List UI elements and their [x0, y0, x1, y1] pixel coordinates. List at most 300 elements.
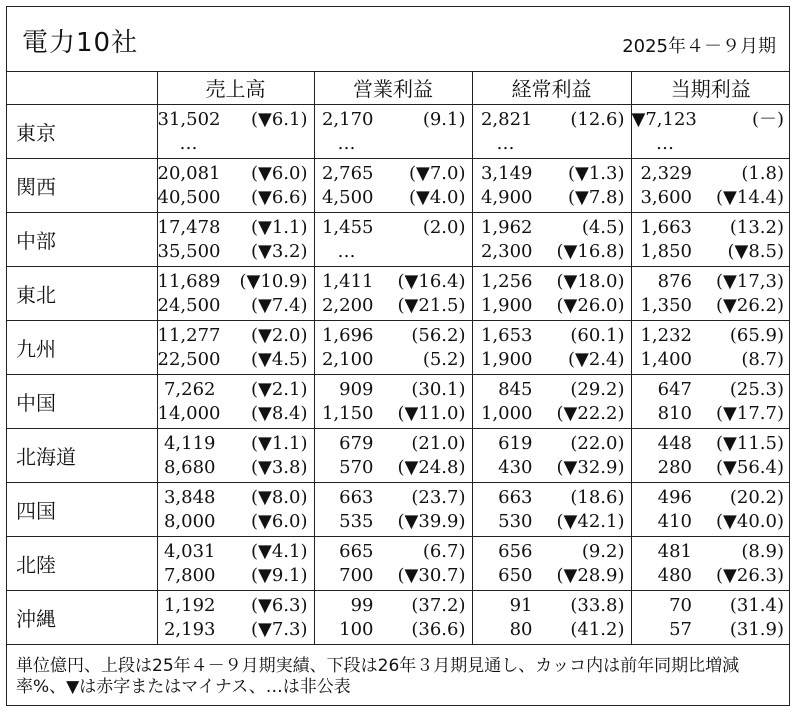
forecast-rate: (31.9)	[729, 618, 784, 640]
actual-value: 1,256	[480, 270, 533, 292]
actual-value: 31,502	[157, 108, 221, 130]
actual-value: 1,411	[321, 270, 374, 292]
forecast-line	[315, 402, 472, 426]
forecast-line	[473, 618, 631, 642]
actual-rate: (30.1)	[411, 378, 466, 400]
table-cell	[314, 321, 472, 375]
forecast-line	[473, 132, 631, 156]
table-cell	[157, 321, 314, 375]
table-cell	[314, 375, 472, 429]
actual-rate: (2.0)	[422, 216, 466, 238]
table-cell	[631, 321, 790, 375]
actual-value: 679	[339, 432, 374, 454]
actual-line	[632, 378, 791, 402]
actual-rate: (▼4.1)	[250, 540, 308, 562]
forecast-rate: (▼14.4)	[716, 186, 784, 208]
actual-line	[473, 162, 631, 186]
table-cell	[472, 429, 631, 483]
title-row	[6, 6, 790, 72]
actual-rate: (6.7)	[422, 540, 466, 562]
forecast-rate: (▼7.3)	[250, 618, 308, 640]
actual-line	[473, 270, 631, 294]
table-cell	[157, 159, 314, 213]
forecast-rate: (▼17.7)	[716, 402, 784, 424]
forecast-line	[473, 294, 631, 318]
actual-value: ▼7,123	[631, 108, 697, 130]
forecast-value: 480	[657, 564, 692, 586]
forecast-rate: (▼21.5)	[397, 294, 466, 316]
table-cell	[631, 591, 790, 645]
actual-value: 909	[339, 378, 374, 400]
actual-line	[315, 432, 472, 456]
forecast-value: 1,900	[480, 294, 533, 316]
forecast-line	[632, 402, 791, 426]
actual-line	[473, 486, 631, 510]
forecast-line	[632, 618, 791, 642]
actual-line	[315, 270, 472, 294]
forecast-line	[473, 402, 631, 426]
actual-line	[473, 324, 631, 348]
table-cell	[314, 105, 472, 159]
actual-value: 663	[339, 486, 374, 508]
forecast-value: 57	[669, 618, 692, 640]
actual-rate: (▼10.9)	[239, 270, 308, 292]
company-name: 沖縄	[6, 591, 157, 645]
actual-value: 656	[498, 540, 533, 562]
forecast-rate: (▼11.0)	[397, 402, 466, 424]
actual-rate: (▼18.0)	[556, 270, 625, 292]
table-cell	[314, 267, 472, 321]
forecast-line	[158, 510, 314, 534]
actual-value: 481	[657, 540, 692, 562]
forecast-value: 535	[339, 510, 374, 532]
table-cell	[472, 213, 631, 267]
forecast-line	[473, 348, 631, 372]
table-cell	[631, 159, 790, 213]
table-cell	[314, 159, 472, 213]
actual-rate: (37.2)	[411, 594, 466, 616]
forecast-rate: (▼26.3)	[716, 564, 784, 586]
forecast-value: 8,680	[163, 456, 216, 478]
actual-rate: (23.7)	[411, 486, 466, 508]
table-cell	[472, 375, 631, 429]
forecast-value: 700	[339, 564, 374, 586]
table-row	[6, 429, 790, 483]
actual-line	[473, 432, 631, 456]
actual-line	[315, 594, 472, 618]
actual-line	[158, 270, 314, 294]
actual-rate: (33.8)	[570, 594, 625, 616]
table-row	[6, 591, 790, 645]
forecast-line	[473, 186, 631, 210]
actual-rate: (▼1.3)	[567, 162, 625, 184]
company-name: 東京	[6, 105, 157, 159]
actual-line	[158, 594, 314, 618]
actual-value: 20,081	[157, 162, 221, 184]
forecast-line	[632, 348, 791, 372]
table-cell	[314, 591, 472, 645]
table-cell	[472, 591, 631, 645]
actual-rate: (31.4)	[729, 594, 784, 616]
forecast-value: …	[337, 240, 356, 262]
actual-rate: (13.2)	[729, 216, 784, 238]
forecast-line	[315, 240, 472, 264]
forecast-rate: (▼40.0)	[716, 510, 784, 532]
forecast-value: 4,900	[480, 186, 533, 208]
forecast-rate: (41.2)	[570, 618, 625, 640]
forecast-value: 3,600	[640, 186, 692, 208]
table-cell	[157, 267, 314, 321]
forecast-value: 430	[498, 456, 533, 478]
table-row	[6, 159, 790, 213]
forecast-rate: (▼28.9)	[556, 564, 625, 586]
forecast-value: 570	[339, 456, 374, 478]
forecast-line	[473, 456, 631, 480]
table-cell	[157, 105, 314, 159]
actual-line	[315, 324, 472, 348]
forecast-line	[632, 240, 791, 264]
forecast-line	[632, 294, 791, 318]
actual-rate: (29.2)	[570, 378, 625, 400]
forecast-line	[632, 456, 791, 480]
forecast-value: …	[179, 132, 198, 154]
actual-value: 7,262	[163, 378, 216, 400]
actual-value: 665	[339, 540, 374, 562]
table-cell	[631, 537, 790, 591]
table-row	[6, 483, 790, 537]
forecast-value: 810	[657, 402, 692, 424]
forecast-rate: (▼4.5)	[250, 348, 308, 370]
forecast-rate: (▼6.0)	[250, 510, 308, 532]
actual-rate: (▼2.1)	[250, 378, 308, 400]
company-name: 四国	[6, 483, 157, 537]
forecast-rate: (36.6)	[411, 618, 466, 640]
forecast-line	[315, 564, 472, 588]
table-cell	[157, 429, 314, 483]
forecast-value: 35,500	[157, 240, 221, 262]
table-cell	[631, 105, 790, 159]
forecast-line	[473, 564, 631, 588]
actual-line	[632, 270, 791, 294]
actual-value: 1,232	[640, 324, 692, 346]
actual-line	[158, 540, 314, 564]
actual-rate: (56.2)	[411, 324, 466, 346]
actual-rate: (－)	[751, 108, 784, 130]
actual-rate: (18.6)	[570, 486, 625, 508]
forecast-line	[158, 618, 314, 642]
actual-line	[158, 432, 314, 456]
forecast-value: …	[337, 132, 356, 154]
table-cell	[157, 537, 314, 591]
forecast-value: 7,800	[163, 564, 216, 586]
forecast-line	[158, 240, 314, 264]
actual-value: 3,149	[480, 162, 533, 184]
forecast-value: 1,150	[321, 402, 374, 424]
actual-value: 1,455	[321, 216, 374, 238]
actual-rate: (▼1.1)	[250, 216, 308, 238]
actual-rate: (▼6.1)	[250, 108, 308, 130]
table-cell	[472, 483, 631, 537]
actual-value: 2,170	[321, 108, 374, 130]
actual-line	[158, 216, 314, 240]
table-row	[6, 267, 790, 321]
forecast-rate: (5.2)	[422, 348, 466, 370]
actual-value: 663	[498, 486, 533, 508]
company-name: 北海道	[6, 429, 157, 483]
forecast-rate: (▼9.1)	[250, 564, 308, 586]
forecast-value: 530	[498, 510, 533, 532]
actual-value: 647	[657, 378, 692, 400]
forecast-value: 1,900	[480, 348, 533, 370]
table-cell	[157, 213, 314, 267]
forecast-value: 24,500	[157, 294, 221, 316]
forecast-value: 410	[657, 510, 692, 532]
forecast-value: 1,000	[480, 402, 533, 424]
company-name: 関西	[6, 159, 157, 213]
forecast-line	[315, 186, 472, 210]
actual-value: 2,765	[321, 162, 374, 184]
table-row	[6, 321, 790, 375]
forecast-value: 1,850	[640, 240, 692, 262]
actual-line	[473, 540, 631, 564]
actual-line	[473, 378, 631, 402]
forecast-line	[158, 402, 314, 426]
actual-line	[632, 594, 791, 618]
forecast-rate: (8.7)	[741, 348, 784, 370]
actual-value: 70	[669, 594, 692, 616]
table-body	[6, 105, 790, 645]
actual-rate: (▼11.5)	[716, 432, 784, 454]
table-cell	[472, 321, 631, 375]
forecast-rate: (▼26.0)	[556, 294, 625, 316]
table-cell	[314, 429, 472, 483]
forecast-rate: (▼4.0)	[408, 186, 466, 208]
company-name: 中国	[6, 375, 157, 429]
actual-rate: (60.1)	[570, 324, 625, 346]
forecast-rate: (▼16.8)	[556, 240, 625, 262]
forecast-rate: (▼3.8)	[250, 456, 308, 478]
forecast-value: 80	[509, 618, 533, 640]
actual-rate: (1.8)	[741, 162, 784, 184]
forecast-line	[632, 132, 791, 156]
forecast-value: 14,000	[157, 402, 221, 424]
actual-line	[315, 486, 472, 510]
actual-rate: (▼8.0)	[250, 486, 308, 508]
table-cell	[472, 105, 631, 159]
header-corner	[6, 71, 157, 105]
table-row	[6, 213, 790, 267]
company-name: 九州	[6, 321, 157, 375]
forecast-value: 2,100	[321, 348, 374, 370]
actual-rate: (▼17,3)	[716, 270, 784, 292]
actual-line	[315, 540, 472, 564]
table-cell	[314, 213, 472, 267]
forecast-value: …	[656, 132, 674, 154]
forecast-line	[315, 456, 472, 480]
actual-rate: (8.9)	[741, 540, 784, 562]
actual-rate: (▼16.4)	[397, 270, 466, 292]
forecast-line	[158, 186, 314, 210]
forecast-rate: (▼7.8)	[567, 186, 625, 208]
actual-rate: (▼1.1)	[250, 432, 308, 454]
actual-line	[158, 486, 314, 510]
forecast-rate: (▼56.4)	[716, 456, 784, 478]
actual-rate: (▼6.0)	[250, 162, 308, 184]
actual-rate: (9.1)	[422, 108, 466, 130]
actual-value: 2,329	[640, 162, 692, 184]
column-header: 売上高	[157, 71, 314, 105]
forecast-line	[158, 348, 314, 372]
forecast-value: 1,350	[640, 294, 692, 316]
table-row	[6, 105, 790, 159]
actual-line	[158, 108, 314, 132]
forecast-value: 8,000	[163, 510, 216, 532]
actual-rate: (65.9)	[729, 324, 784, 346]
actual-value: 845	[498, 378, 533, 400]
table-cell	[472, 159, 631, 213]
actual-line	[632, 162, 791, 186]
actual-line	[315, 378, 472, 402]
forecast-value: 650	[498, 564, 533, 586]
table-cell	[631, 483, 790, 537]
actual-value: 4,119	[163, 432, 216, 454]
actual-rate: (4.5)	[581, 216, 625, 238]
earnings-table	[6, 71, 790, 645]
table-cell	[314, 537, 472, 591]
actual-line	[473, 216, 631, 240]
forecast-rate: (▼30.7)	[397, 564, 466, 586]
forecast-rate: (▼8.4)	[250, 402, 308, 424]
forecast-line	[315, 132, 472, 156]
forecast-value: 4,500	[321, 186, 374, 208]
column-header: 当期利益	[631, 71, 790, 105]
forecast-value: …	[496, 132, 515, 154]
actual-value: 4,031	[163, 540, 216, 562]
table-cell	[157, 375, 314, 429]
actual-line	[315, 216, 472, 240]
actual-line	[158, 162, 314, 186]
forecast-rate: (▼8.5)	[727, 240, 784, 262]
actual-value: 11,277	[157, 324, 221, 346]
column-header: 営業利益	[314, 71, 472, 105]
actual-value: 876	[657, 270, 692, 292]
forecast-value: 2,200	[321, 294, 374, 316]
forecast-line	[632, 186, 791, 210]
actual-value: 1,663	[640, 216, 692, 238]
table-cell	[157, 591, 314, 645]
actual-line	[315, 108, 472, 132]
actual-line	[632, 324, 791, 348]
actual-rate: (9.2)	[581, 540, 625, 562]
forecast-line	[315, 294, 472, 318]
actual-line	[158, 324, 314, 348]
actual-rate: (21.0)	[411, 432, 466, 454]
actual-rate: (▼6.3)	[250, 594, 308, 616]
company-name: 中部	[6, 213, 157, 267]
forecast-rate: (▼7.4)	[250, 294, 308, 316]
actual-rate: (▼2.0)	[250, 324, 308, 346]
forecast-line	[158, 132, 314, 156]
forecast-rate: (▼24.8)	[397, 456, 466, 478]
forecast-value: 280	[657, 456, 692, 478]
forecast-rate: (▼3.2)	[250, 240, 308, 262]
actual-value: 3,848	[163, 486, 216, 508]
forecast-line	[315, 348, 472, 372]
actual-line	[315, 162, 472, 186]
header-row	[6, 71, 790, 105]
forecast-rate: (▼22.2)	[556, 402, 625, 424]
forecast-line	[473, 510, 631, 534]
column-header: 経常利益	[472, 71, 631, 105]
actual-value: 1,653	[480, 324, 533, 346]
table-cell	[472, 267, 631, 321]
actual-line	[473, 594, 631, 618]
actual-rate: (25.3)	[729, 378, 784, 400]
forecast-line	[632, 564, 791, 588]
period-label: 2025年４－９月期	[622, 36, 776, 57]
table-cell	[472, 537, 631, 591]
company-name: 東北	[6, 267, 157, 321]
actual-rate: (20.2)	[729, 486, 784, 508]
actual-value: 619	[498, 432, 533, 454]
forecast-line	[158, 294, 314, 318]
forecast-line	[315, 510, 472, 534]
actual-value: 2,821	[480, 108, 533, 130]
actual-line	[632, 486, 791, 510]
actual-line	[158, 378, 314, 402]
company-name: 北陸	[6, 537, 157, 591]
actual-rate: (▼7.0)	[408, 162, 466, 184]
actual-value: 1,696	[321, 324, 374, 346]
forecast-line	[473, 240, 631, 264]
forecast-value: 1,400	[640, 348, 692, 370]
table-row	[6, 375, 790, 429]
table-cell	[157, 483, 314, 537]
table-cell	[631, 267, 790, 321]
forecast-rate: (▼42.1)	[556, 510, 625, 532]
actual-value: 17,478	[157, 216, 221, 238]
table-cell	[631, 375, 790, 429]
table-row	[6, 537, 790, 591]
forecast-rate: (▼2.4)	[567, 348, 625, 370]
actual-value: 1,192	[163, 594, 216, 616]
forecast-value: 100	[339, 618, 374, 640]
forecast-rate: (▼32.9)	[556, 456, 625, 478]
actual-line	[473, 108, 631, 132]
table-cell	[631, 429, 790, 483]
forecast-line	[158, 564, 314, 588]
forecast-value: 2,300	[480, 240, 533, 262]
forecast-value: 2,193	[163, 618, 216, 640]
actual-value: 99	[350, 594, 374, 616]
actual-rate: (22.0)	[570, 432, 625, 454]
footnote: 単位億円、上段は25年４－９月期実績、下段は26年３月期見通し、カッコ内は前年同期比増減率%、▼は赤字またはマイナス、…は非公表	[16, 656, 740, 697]
actual-value: 1,962	[480, 216, 533, 238]
forecast-line	[158, 456, 314, 480]
forecast-rate: (▼6.6)	[250, 186, 308, 208]
table-cell	[314, 483, 472, 537]
actual-line	[632, 108, 791, 132]
table-title: 電力10社	[22, 28, 139, 58]
forecast-value: 40,500	[157, 186, 221, 208]
table-cell	[631, 213, 790, 267]
actual-line	[632, 432, 791, 456]
actual-value: 11,689	[157, 270, 221, 292]
forecast-rate: (▼26.2)	[716, 294, 784, 316]
forecast-value: 22,500	[157, 348, 221, 370]
forecast-rate: (▼39.9)	[397, 510, 466, 532]
actual-value: 448	[657, 432, 692, 454]
